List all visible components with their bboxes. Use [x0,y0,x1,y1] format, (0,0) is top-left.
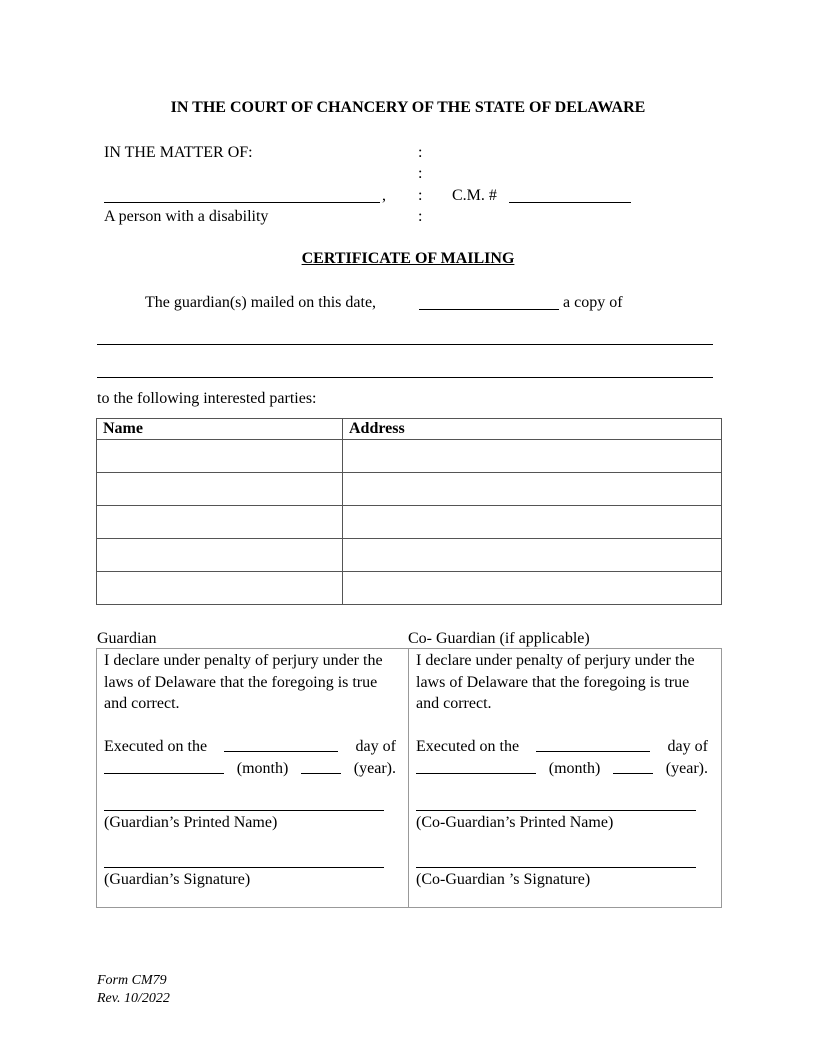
cm-number-label: C.M. # [452,187,497,204]
table-row [97,539,722,572]
form-revision: Rev. 10/2022 [97,991,170,1006]
person-with-disability-label: A person with a disability [104,208,269,225]
mailed-date-text: The guardian(s) mailed on this date, [145,294,377,311]
caption-colon: : [418,165,423,182]
month-year-row [416,758,708,780]
party-address-cell[interactable] [343,440,722,473]
coguardian-declaration [416,650,708,890]
coguardian-signature-label: (Co-Guardian ’s Signature) [416,870,591,888]
month-field[interactable] [416,758,536,774]
coguardian-signature-field[interactable] [416,866,696,868]
copy-of-text: a copy of [563,294,623,311]
party-name-cell[interactable] [97,539,343,572]
executed-on-row [416,736,708,758]
party-name-cell[interactable] [97,572,343,605]
caption-comma: , [382,187,386,204]
guardian-signature-label: (Guardian’s Signature) [104,870,251,888]
caption-colon: : [418,187,423,204]
guardian-declaration [104,650,396,890]
table-row [97,473,722,506]
form-number: Form CM79 [97,973,167,988]
caption-colon: : [418,144,423,161]
party-address-cell[interactable] [343,572,722,605]
matter-label: IN THE MATTER OF: [104,144,253,161]
table-row [97,440,722,473]
day-field[interactable] [224,736,338,752]
executed-on-label: Executed on the [416,738,520,755]
guardian-heading: Guardian [97,630,157,647]
cm-number-field[interactable] [509,185,631,203]
certificate-title: CERTIFICATE OF MAILING [301,250,515,267]
year-label: (year). [665,759,708,777]
name-column-header: Name [97,419,343,440]
interested-parties-text: to the following interested parties: [97,390,317,407]
day-of-label: day of [355,738,396,755]
year-field[interactable] [613,758,653,774]
coguardian-printed-name-field[interactable] [416,809,696,811]
year-label: (year). [353,759,396,777]
declaration-text: I declare under penalty of perjury under the laws of Delaware that the foregoing is true and correct. [104,652,383,712]
year-field[interactable] [301,758,341,774]
day-of-label: day of [667,738,708,755]
day-field[interactable] [536,736,650,752]
table-row [97,506,722,539]
guardian-printed-name-field[interactable] [104,809,384,811]
table-row [97,572,722,605]
executed-on-row [104,736,396,758]
party-name-cell[interactable] [97,473,343,506]
executed-on-label: Executed on the [104,738,208,755]
guardian-printed-name-label: (Guardian’s Printed Name) [104,814,278,831]
court-title: IN THE COURT OF CHANCERY OF THE STATE OF DELAWARE [170,99,646,116]
month-year-row [104,758,396,780]
party-name-cell[interactable] [97,506,343,539]
mailing-date-field[interactable] [419,292,559,310]
declaration-divider [408,649,409,907]
month-label: (month) [236,759,289,777]
interested-parties-table [96,418,722,605]
address-column-header: Address [343,419,722,440]
month-label: (month) [548,759,601,777]
document-description-line-1[interactable] [97,343,713,345]
table-header-row [97,419,722,440]
coguardian-heading: Co- Guardian (if applicable) [408,630,590,647]
guardian-signature-field[interactable] [104,866,384,868]
document-description-line-2[interactable] [97,376,713,378]
party-address-cell[interactable] [343,473,722,506]
coguardian-printed-name-label: (Co-Guardian’s Printed Name) [416,814,614,831]
declaration-text: I declare under penalty of perjury under the laws of Delaware that the foregoing is true and correct. [416,652,695,712]
caption-colon: : [418,208,423,225]
person-name-field[interactable] [104,185,380,203]
party-address-cell[interactable] [343,539,722,572]
month-field[interactable] [104,758,224,774]
party-name-cell[interactable] [97,440,343,473]
party-address-cell[interactable] [343,506,722,539]
